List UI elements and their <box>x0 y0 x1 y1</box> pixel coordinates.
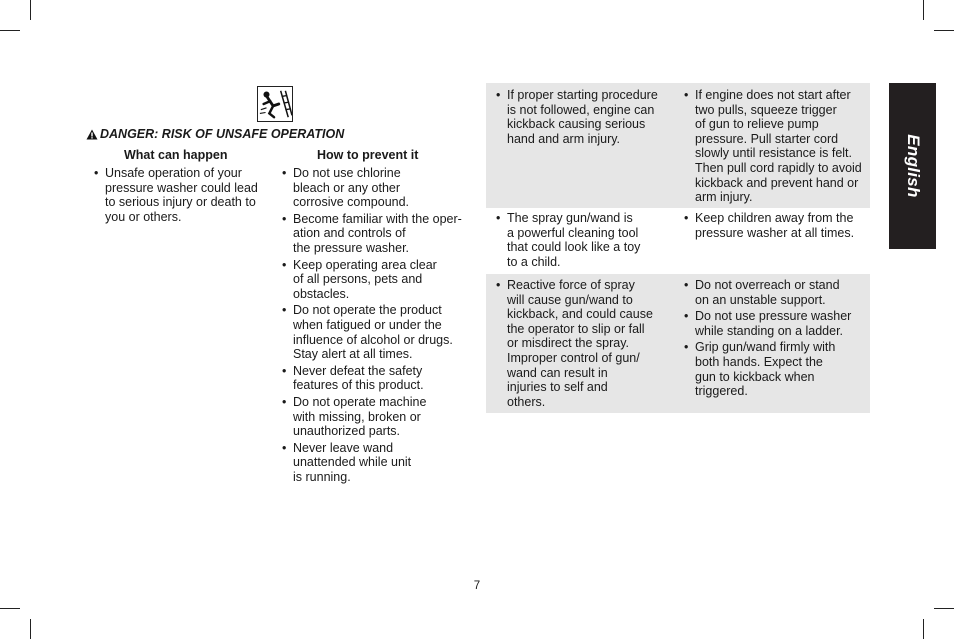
column-header-how: How to prevent it <box>317 148 419 162</box>
prevention-list <box>682 211 870 242</box>
crop-mark <box>0 30 20 31</box>
list-item: • Become familiar with the oper- ation and controls of the pressure washer. <box>280 212 475 256</box>
table-row <box>486 274 870 413</box>
prevention-list <box>682 278 870 401</box>
list-item: • Grip gun/wand firmly with both hands. Expect the gun to kickback when triggered. <box>682 340 870 398</box>
list-item: • Never leave wand unattended while unit is running. <box>280 441 475 485</box>
list-item: • Reactive force of spray will cause gun/wand to kickback, and could cause the operator to slip or fall or misdirect the spray. Improper control of gun/ wand can result in injuries to self and others. <box>494 278 679 409</box>
language-tab-label: English <box>903 134 923 198</box>
list-item: • Do not use chlorine bleach or any other corrosive compound. <box>280 166 475 210</box>
list-item: • Unsafe operation of your pressure washer could lead to serious injury or death to you or others. <box>92 166 272 224</box>
page-number: 7 <box>473 580 481 592</box>
crop-mark <box>934 30 954 31</box>
table-row <box>486 83 870 208</box>
hazard-list <box>92 166 272 226</box>
crop-mark <box>923 0 924 20</box>
hazard-list <box>494 278 679 411</box>
crop-mark <box>934 608 954 609</box>
prevention-list <box>280 166 475 486</box>
list-item: • Do not operate machine with missing, broken or unauthorized parts. <box>280 395 475 439</box>
list-item: • The spray gun/wand is a powerful cleaning tool that could look like a toy to a child. <box>494 211 679 269</box>
list-item: • Do not overreach or stand on an unstable support. <box>682 278 870 307</box>
list-item: • If proper starting procedure is not followed, engine can kickback causing serious hand and arm injury. <box>494 88 679 146</box>
danger-heading <box>86 127 344 141</box>
list-item: • Do not operate the product when fatigued or under the influence of alcohol or drugs. Stay alert at all times. <box>280 303 475 361</box>
list-item: • Keep children away from the pressure washer at all times. <box>682 211 870 240</box>
hazard-list <box>494 88 679 148</box>
table-row <box>486 208 870 274</box>
crop-mark <box>0 608 20 609</box>
list-item: • Never defeat the safety features of this product. <box>280 364 475 393</box>
crop-mark <box>30 0 31 20</box>
danger-title: DANGER: RISK OF UNSAFE OPERATION <box>100 127 345 141</box>
list-item: • If engine does not start after two pulls, squeeze trigger of gun to relieve pump pressure. Pull starter cord slowly until resistance is felt. Then pull cord rapidly to avoid kickback and prevent hand or arm injury. <box>682 88 870 205</box>
list-item: • Keep operating area clear of all persons, pets and obstacles. <box>280 258 475 302</box>
hazard-list <box>494 211 679 271</box>
crop-mark <box>30 619 31 639</box>
list-item: • Do not use pressure washer while standing on a ladder. <box>682 309 870 338</box>
warning-triangle-icon <box>86 129 98 140</box>
crop-mark <box>923 619 924 639</box>
language-tab <box>889 83 936 249</box>
prevention-list <box>682 88 870 207</box>
person-slipping-from-ladder-warning-icon <box>257 86 293 122</box>
column-header-what: What can happen <box>124 148 228 162</box>
